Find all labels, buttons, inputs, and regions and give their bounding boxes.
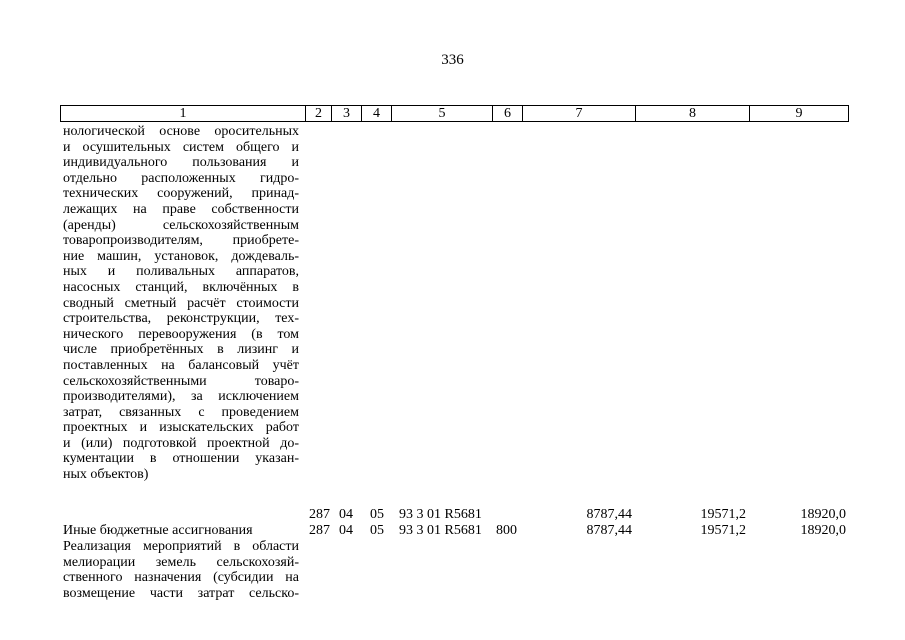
cell-target-article: 93 3 01 R5681 — [399, 507, 482, 522]
text-line: отдельно расположенных гидро- — [63, 170, 299, 186]
cell-amount-2: 19571,2 — [700, 523, 746, 538]
cell-ministry-code: 287 — [309, 507, 330, 522]
text-line: нического перевооружения (в том — [63, 326, 299, 342]
header-col-6: 6 — [492, 105, 522, 122]
text-line: затрат, связанных с проведением — [63, 404, 299, 420]
text-line: проектных и изыскательских работ — [63, 420, 299, 436]
header-col-4: 4 — [361, 105, 391, 122]
cell-amount-2: 19571,2 — [700, 507, 746, 522]
text-line: Реализация мероприятий в области — [63, 539, 299, 554]
text-line: лежащих на праве собственности — [63, 201, 299, 217]
trailing-description — [63, 539, 299, 601]
text-line: возмещение части затрат сельско- — [63, 585, 299, 601]
text-line: товаропроизводителям, приобрете- — [63, 233, 299, 249]
text-line: производителями), за исключением — [63, 389, 299, 405]
text-line: числе приобретённых в лизинг и — [63, 342, 299, 358]
text-line: ние машин, установок, дождеваль- — [63, 248, 299, 264]
page-number: 336 — [441, 52, 464, 68]
cell-amount-1: 8787,44 — [586, 523, 632, 538]
cell-amount-3: 18920,0 — [800, 507, 846, 522]
text-line: сводный сметный расчёт стоимости — [63, 295, 299, 311]
header-col-1: 1 — [60, 105, 305, 122]
text-line: мелиорации земель сельскохозяй- — [63, 554, 299, 570]
budget-table — [60, 105, 848, 601]
header-col-3: 3 — [331, 105, 361, 122]
text-line: поставленных на балансовый учёт — [63, 357, 299, 373]
cell-subsection: 05 — [370, 523, 384, 538]
cell-amount-1: 8787,44 — [586, 507, 632, 522]
text-line: технических сооружений, принад- — [63, 186, 299, 202]
header-col-9: 9 — [749, 105, 849, 122]
header-col-5: 5 — [391, 105, 492, 122]
text-line: ственного назначения (субсидии на — [63, 570, 299, 586]
text-line: и осушительных систем общего и — [63, 139, 299, 155]
table-row — [60, 507, 848, 523]
cell-amount-3: 18920,0 — [800, 523, 846, 538]
cell-target-article: 93 3 01 R5681 — [399, 523, 482, 538]
cell-section: 04 — [339, 523, 353, 538]
text-line: ных объектов) — [63, 467, 149, 483]
continued-description — [63, 124, 299, 483]
header-col-8: 8 — [635, 105, 749, 122]
table-row — [60, 523, 848, 539]
text-line: насосных станций, включённых в — [63, 279, 299, 295]
cell-subsection: 05 — [370, 507, 384, 522]
text-line: (аренды) сельскохозяйственным — [63, 217, 299, 233]
text-line: ных и поливальных аппаратов, — [63, 264, 299, 280]
header-col-2: 2 — [305, 105, 331, 122]
text-line: и (или) подготовкой проектной до- — [63, 435, 299, 451]
cell-description: Иные бюджетные ассигнования — [63, 523, 253, 538]
cell-expense-type: 800 — [496, 523, 517, 538]
text-line: сельскохозяйственными товаро- — [63, 373, 299, 389]
cell-ministry-code: 287 — [309, 523, 330, 538]
cell-section: 04 — [339, 507, 353, 522]
text-line: строительства, реконструкции, тех- — [63, 311, 299, 327]
text-line: нологической основе оросительных — [63, 124, 299, 139]
table-header-row — [60, 105, 848, 122]
text-line: кументации в отношении указан- — [63, 451, 299, 467]
text-line: индивидуального пользования и — [63, 155, 299, 171]
header-col-7: 7 — [522, 105, 635, 122]
